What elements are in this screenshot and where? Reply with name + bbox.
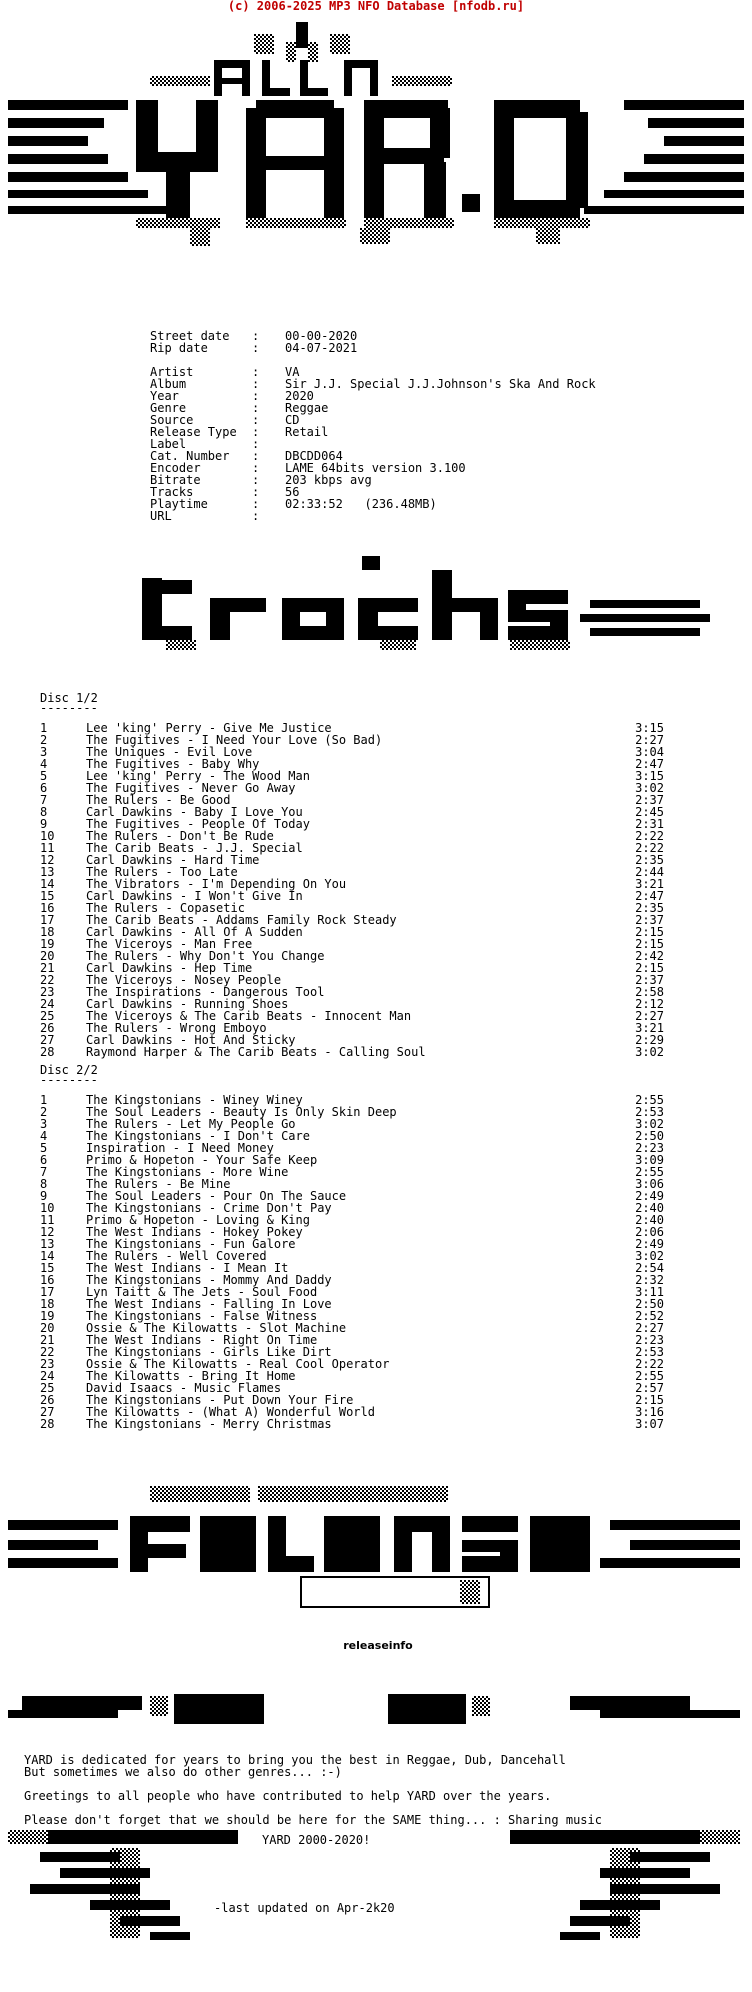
- track-number: 6: [40, 1153, 48, 1167]
- track-duration: 2:49: [635, 1189, 664, 1203]
- track-duration: 3:11: [635, 1285, 664, 1299]
- track-duration: 2:47: [635, 757, 664, 771]
- track-duration: 2:22: [635, 1357, 664, 1371]
- divider-art: [0, 1690, 752, 1726]
- meta-value: 2020: [285, 389, 314, 403]
- track-number: 5: [40, 769, 48, 783]
- track-number: 12: [40, 853, 55, 867]
- track-number: 9: [40, 1189, 48, 1203]
- track-title: The Viceroys - Man Free: [86, 937, 253, 951]
- track-title: The Kingstonians - Fun Galore: [86, 1237, 296, 1251]
- track-number: 15: [40, 1261, 55, 1275]
- track-number: 6: [40, 781, 48, 795]
- track-title: The Vibrators - I'm Depending On You: [86, 877, 347, 891]
- track-title: The West Indians - Right On Time: [86, 1333, 318, 1347]
- releaseinfo-caption: releaseinfo: [343, 1639, 413, 1652]
- meta-key: Source: [150, 413, 194, 427]
- track-duration: 2:55: [635, 1165, 664, 1179]
- meta-key: Playtime: [150, 497, 208, 511]
- track-duration: 2:23: [635, 1141, 664, 1155]
- track-number: 8: [40, 1177, 48, 1191]
- track-duration: 2:15: [635, 937, 664, 951]
- track-title: The Kingstonians - Merry Christmas: [86, 1417, 332, 1431]
- meta-key: Rip date: [150, 341, 208, 355]
- copyright-header: (c) 2006-2025 MP3 NFO Database [nfodb.ru]: [227, 0, 525, 13]
- track-number: 24: [40, 1369, 55, 1383]
- track-number: 14: [40, 1249, 55, 1263]
- track-title: The Fugitives - Never Go Away: [86, 781, 296, 795]
- track-number: 17: [40, 913, 55, 927]
- track-number: 27: [40, 1033, 55, 1047]
- track-duration: 3:09: [635, 1153, 664, 1167]
- footer-updated: -last updated on Apr-2k20: [214, 1901, 395, 1915]
- track-duration: 2:45: [635, 805, 664, 819]
- track-number: 26: [40, 1393, 55, 1407]
- track-title: The West Indians - Falling In Love: [86, 1297, 332, 1311]
- track-title: The Rulers - Well Covered: [86, 1249, 267, 1263]
- track-title: Lyn Taitt & The Jets - Soul Food: [86, 1285, 318, 1299]
- track-number: 7: [40, 793, 48, 807]
- track-number: 27: [40, 1405, 55, 1419]
- track-duration: 3:16: [635, 1405, 664, 1419]
- track-number: 14: [40, 877, 55, 891]
- footer-years: YARD 2000-2020!: [262, 1833, 371, 1847]
- track-number: 16: [40, 1273, 55, 1287]
- track-title: The Carib Beats - Addams Family Rock Steady: [86, 913, 397, 927]
- track-title: Carl Dawkins - Running Shoes: [86, 997, 289, 1011]
- track-duration: 2:49: [635, 1237, 664, 1251]
- track-number: 13: [40, 865, 55, 879]
- track-number: 23: [40, 985, 55, 999]
- track-number: 21: [40, 1333, 55, 1347]
- track-number: 21: [40, 961, 55, 975]
- track-duration: 3:07: [635, 1417, 664, 1431]
- footer-line: But sometimes we also do other genres... :-): [24, 1765, 342, 1779]
- track-title: Carl Dawkins - Hep Time: [86, 961, 253, 975]
- meta-key: Genre: [150, 401, 187, 415]
- track-number: 20: [40, 1321, 55, 1335]
- meta-key: Album: [150, 377, 187, 391]
- track-duration: 3:02: [635, 1249, 664, 1263]
- meta-value: Reggae: [285, 401, 329, 415]
- track-number: 28: [40, 1417, 55, 1431]
- disc-title: Disc 2/2: [40, 1063, 98, 1077]
- track-title: The Carib Beats - J.J. Special: [86, 841, 303, 855]
- track-number: 3: [40, 1117, 48, 1131]
- track-number: 22: [40, 1345, 55, 1359]
- track-number: 23: [40, 1357, 55, 1371]
- track-title: Inspiration - I Need Money: [86, 1141, 274, 1155]
- track-duration: 3:15: [635, 721, 664, 735]
- track-duration: 2:31: [635, 817, 664, 831]
- meta-value: 02:33:52 (236.48MB): [285, 497, 437, 511]
- track-title: Carl Dawkins - All Of A Sudden: [86, 925, 303, 939]
- track-duration: 2:47: [635, 889, 664, 903]
- track-duration: 2:40: [635, 1213, 664, 1227]
- track-duration: 3:04: [635, 745, 664, 759]
- track-duration: 2:22: [635, 841, 664, 855]
- track-title: The Rulers - Too Late: [86, 865, 238, 879]
- track-duration: 2:53: [635, 1345, 664, 1359]
- track-title: The Kilowatts - Bring It Home: [86, 1369, 296, 1383]
- track-duration: 2:37: [635, 793, 664, 807]
- meta-value: VA: [285, 365, 300, 379]
- track-title: Ossie & The Kilowatts - Slot Machine: [86, 1321, 347, 1335]
- track-duration: 2:22: [635, 829, 664, 843]
- track-number: 25: [40, 1009, 55, 1023]
- track-duration: 2:27: [635, 1321, 664, 1335]
- track-duration: 2:35: [635, 853, 664, 867]
- track-duration: 2:15: [635, 925, 664, 939]
- track-title: The Soul Leaders - Pour On The Sauce: [86, 1189, 347, 1203]
- track-title: Lee 'king' Perry - The Wood Man: [86, 769, 310, 783]
- releaseinfo-art: [0, 1480, 752, 1630]
- track-duration: 2:15: [635, 1393, 664, 1407]
- track-title: The Kingstonians - Put Down Your Fire: [86, 1393, 354, 1407]
- track-duration: 3:06: [635, 1177, 664, 1191]
- track-title: The Viceroys - Nosey People: [86, 973, 282, 987]
- meta-value: DBCDD064: [285, 449, 343, 463]
- track-title: The Uniques - Evil Love: [86, 745, 253, 759]
- meta-value: 04-07-2021: [285, 341, 358, 355]
- track-number: 1: [40, 1093, 48, 1107]
- track-row: [0, 1046, 752, 1058]
- track-title: The Kingstonians - Mommy And Daddy: [86, 1273, 332, 1287]
- track-number: 8: [40, 805, 48, 819]
- track-title: Carl Dawkins - Hot And Sticky: [86, 1033, 296, 1047]
- track-duration: 2:27: [635, 1009, 664, 1023]
- track-title: Lee 'king' Perry - Give Me Justice: [86, 721, 332, 735]
- track-title: The Kingstonians - False Witness: [86, 1309, 318, 1323]
- track-number: 1: [40, 721, 48, 735]
- track-title: The Rulers - Wrong Emboyo: [86, 1021, 267, 1035]
- track-number: 10: [40, 829, 55, 843]
- meta-value: CD: [285, 413, 300, 427]
- meta-value: 00-00-2020: [285, 329, 358, 343]
- footer-line: Please don't forget that we should be here for the SAME thing... : Sharing music: [24, 1813, 602, 1827]
- track-title: The Kilowatts - (What A) Wonderful World: [86, 1405, 375, 1419]
- disc-underline: --------: [40, 701, 98, 715]
- track-title: The Kingstonians - Winey Winey: [86, 1093, 303, 1107]
- track-number: 2: [40, 1105, 48, 1119]
- track-number: 28: [40, 1045, 55, 1059]
- track-title: The Rulers - Why Don't You Change: [86, 949, 325, 963]
- meta-key: Bitrate: [150, 473, 201, 487]
- track-title: The Viceroys & The Carib Beats - Innocent Man: [86, 1009, 412, 1023]
- track-number: 19: [40, 1309, 55, 1323]
- track-title: Carl Dawkins - Hard Time: [86, 853, 260, 867]
- track-number: 17: [40, 1285, 55, 1299]
- track-duration: 2:23: [635, 1333, 664, 1347]
- track-title: The West Indians - I Mean It: [86, 1261, 289, 1275]
- meta-key: Artist: [150, 365, 194, 379]
- track-duration: 3:02: [635, 781, 664, 795]
- track-title: The Fugitives - I Need Your Love (So Bad): [86, 733, 383, 747]
- track-number: 20: [40, 949, 55, 963]
- track-number: 22: [40, 973, 55, 987]
- meta-value: Retail: [285, 425, 329, 439]
- track-number: 16: [40, 901, 55, 915]
- meta-key: Encoder: [150, 461, 201, 475]
- track-duration: 2:50: [635, 1129, 664, 1143]
- track-duration: 2:58: [635, 985, 664, 999]
- track-title: The Kingstonians - I Don't Care: [86, 1129, 310, 1143]
- track-title: The Inspirations - Dangerous Tool: [86, 985, 325, 999]
- track-duration: 2:55: [635, 1369, 664, 1383]
- track-title: Carl Dawkins - I Won't Give In: [86, 889, 303, 903]
- disc-title: Disc 1/2: [40, 691, 98, 705]
- footer-line: YARD is dedicated for years to bring you the best in Reggae, Dub, Dancehall: [24, 1753, 566, 1767]
- track-duration: 2:50: [635, 1297, 664, 1311]
- track-title: The Soul Leaders - Beauty Is Only Skin Deep: [86, 1105, 397, 1119]
- track-title: Ossie & The Kilowatts - Real Cool Operator: [86, 1357, 390, 1371]
- track-duration: 2:55: [635, 1093, 664, 1107]
- track-title: Primo & Hopeton - Loving & King: [86, 1213, 310, 1227]
- track-duration: 2:27: [635, 733, 664, 747]
- meta-key: URL: [150, 509, 172, 523]
- footer-line: Greetings to all people who have contributed to help YARD over the years.: [24, 1789, 552, 1803]
- track-duration: 2:12: [635, 997, 664, 1011]
- track-title: The Kingstonians - Girls Like Dirt: [86, 1345, 332, 1359]
- track-number: 18: [40, 1297, 55, 1311]
- meta-value: 56: [285, 485, 300, 499]
- track-duration: 2:32: [635, 1273, 664, 1287]
- track-duration: 2:54: [635, 1261, 664, 1275]
- track-title: Raymond Harper & The Carib Beats - Calling Soul: [86, 1045, 426, 1059]
- track-duration: 2:40: [635, 1201, 664, 1215]
- track-title: The Rulers - Copasetic: [86, 901, 245, 915]
- track-duration: 2:44: [635, 865, 664, 879]
- track-number: 4: [40, 757, 48, 771]
- meta-key: Release Type: [150, 425, 237, 439]
- track-title: The Rulers - Let My People Go: [86, 1117, 296, 1131]
- track-title: The Rulers - Don't Be Rude: [86, 829, 274, 843]
- meta-value: LAME 64bits version 3.100: [285, 461, 466, 475]
- track-duration: 2:06: [635, 1225, 664, 1239]
- track-number: 18: [40, 925, 55, 939]
- track-number: 3: [40, 745, 48, 759]
- track-title: The Rulers - Be Mine: [86, 1177, 231, 1191]
- track-title: Primo & Hopeton - Your Safe Keep: [86, 1153, 318, 1167]
- disc-underline: --------: [40, 1073, 98, 1087]
- track-number: 11: [40, 841, 55, 855]
- meta-key: Tracks: [150, 485, 194, 499]
- track-number: 25: [40, 1381, 55, 1395]
- track-duration: 2:37: [635, 973, 664, 987]
- track-title: Carl Dawkins - Baby I Love You: [86, 805, 303, 819]
- track-duration: 2:52: [635, 1309, 664, 1323]
- track-duration: 3:21: [635, 1021, 664, 1035]
- track-number: 15: [40, 889, 55, 903]
- track-duration: 2:37: [635, 913, 664, 927]
- track-number: 13: [40, 1237, 55, 1251]
- meta-value: Sir J.J. Special J.J.Johnson's Ska And Rock: [285, 377, 596, 391]
- track-number: 24: [40, 997, 55, 1011]
- meta-key: Street date: [150, 329, 230, 343]
- track-number: 2: [40, 733, 48, 747]
- track-title: The West Indians - Hokey Pokey: [86, 1225, 303, 1239]
- track-number: 4: [40, 1129, 48, 1143]
- track-duration: 2:35: [635, 901, 664, 915]
- track-title: The Fugitives - People Of Today: [86, 817, 310, 831]
- tracks-art: [0, 550, 752, 660]
- bottom-wings-art: [0, 1828, 752, 1946]
- meta-key: Year: [150, 389, 179, 403]
- track-title: The Fugitives - Baby Why: [86, 757, 260, 771]
- track-title: The Kingstonians - More Wine: [86, 1165, 289, 1179]
- track-duration: 3:02: [635, 1045, 664, 1059]
- meta-key: Cat. Number: [150, 449, 230, 463]
- meta-key: Label: [150, 437, 187, 451]
- track-number: 12: [40, 1225, 55, 1239]
- track-duration: 2:53: [635, 1105, 664, 1119]
- track-title: David Isaacs - Music Flames: [86, 1381, 282, 1395]
- yard-logo-art: [0, 16, 752, 286]
- track-duration: 3:02: [635, 1117, 664, 1131]
- track-number: 5: [40, 1141, 48, 1155]
- track-number: 7: [40, 1165, 48, 1179]
- track-duration: 2:15: [635, 961, 664, 975]
- track-duration: 3:21: [635, 877, 664, 891]
- track-duration: 2:29: [635, 1033, 664, 1047]
- track-title: The Rulers - Be Good: [86, 793, 231, 807]
- track-duration: 2:42: [635, 949, 664, 963]
- track-row: [0, 1418, 752, 1430]
- track-number: 26: [40, 1021, 55, 1035]
- track-duration: 2:57: [635, 1381, 664, 1395]
- meta-value: 203 kbps avg: [285, 473, 372, 487]
- track-duration: 3:15: [635, 769, 664, 783]
- track-title: The Kingstonians - Crime Don't Pay: [86, 1201, 332, 1215]
- track-number: 10: [40, 1201, 55, 1215]
- track-number: 19: [40, 937, 55, 951]
- track-number: 9: [40, 817, 48, 831]
- track-number: 11: [40, 1213, 55, 1227]
